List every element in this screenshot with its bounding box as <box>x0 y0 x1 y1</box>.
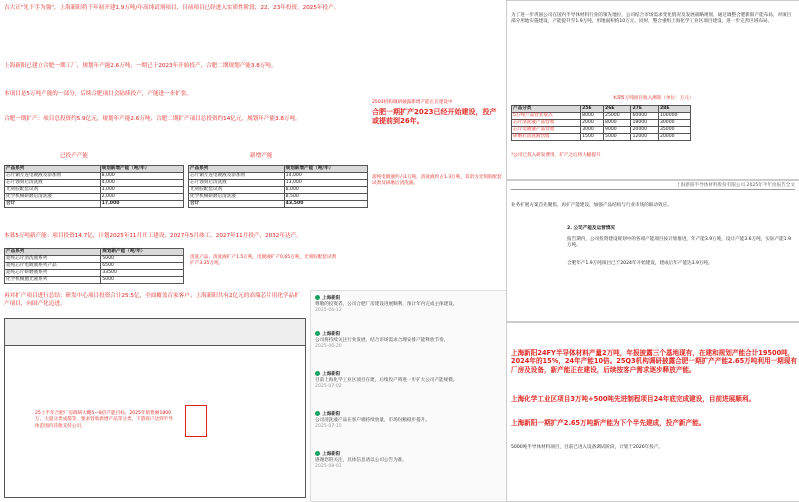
section1-title: 合肥一期扩产：项目总投资约5.9亿元，规划年产能2.6万吨；合肥二期扩产项目总投资约14亿元，规划年产能3.8万吨。 <box>4 116 301 122</box>
report-paragraph-1: 报告期内，公司投资建设规划中的各项产能项目按计划推进，年产能3.9万吨，设计产能3.6万吨，实际产能1.9万吨。 <box>567 237 792 249</box>
table-row: 超纯芯片电镀液系列产品 6500 <box>5 263 184 270</box>
avatar-icon <box>315 371 320 376</box>
table-row: 化学机械研磨后清洗液 8,500 <box>189 194 368 201</box>
red-note-hefei: 合肥一期扩产2023已经开始建设，投产或提前到26年。 <box>372 108 497 125</box>
qa-panel <box>310 290 512 502</box>
right-bottom-page <box>506 322 799 502</box>
highlight-box <box>185 405 207 437</box>
right-top-paragraph: 为了进一步巩固公司在国内半导体材料行业的领先地位，公司结合市场需求变化情况及发展战略规划，通过调整合肥新阳产能布局，对项目部分用地实施建设，产能提升至1.9万吨，用地面积约10万元，同时，整合重组上海化学工业区项目建设，进一步完善区域布局。 <box>511 13 792 25</box>
table-header-row: 产品系列 规划新产能（吨/年） <box>5 249 184 256</box>
revenue-footnote: *公司已投入研发费用，扩产之后将大幅提升 <box>511 153 601 158</box>
red-note-survey: 2503机构调研披露新增产能正在建设中 <box>372 100 453 105</box>
section1-right-caption: 新增产能 <box>250 153 273 159</box>
planned-capacity-table <box>4 248 184 284</box>
revenue-table <box>511 105 691 141</box>
avatar-icon <box>315 411 320 416</box>
table-row: 化学机械研磨后清洗液 2,000 <box>5 194 184 201</box>
red-summary-2: 上海化学工业区项目3万吨+500吨先进制程项目24年底完成建设，目前进展顺利。 <box>511 395 756 403</box>
qa-item: 上海新阳 尊敬的投资者，公司合肥厂房建设进展顺利，预计年内完成主体建设。 2025-06-12 <box>315 296 458 314</box>
table-row: 芯片铜互连电镀液及添加剂 8,000 <box>5 173 184 180</box>
report-subtitle: 2. 公司产能及运营情况 <box>567 226 615 231</box>
table-row: 芯片铜互连电镀液及添加剂 14,000 <box>189 173 368 180</box>
table-total-row: 合计 43,500 <box>189 201 368 208</box>
right-mid-page <box>506 180 799 322</box>
new-capacity-table <box>188 165 368 208</box>
table-row: 芯片电镀液产品营收 3000 9000 20000 35000 <box>512 127 691 134</box>
right-bottom-paragraph: 5000吨半导体材料项目，目前已进入设备调试阶段，计划于2026年投产。 <box>511 445 664 450</box>
summary-table-header <box>5 319 305 346</box>
table-row: 5万吨产品营业收入 8000 25000 60000 100000 <box>512 113 691 120</box>
table-row: 光刻胶配套试剂 3,000 <box>5 187 184 194</box>
qa-item: 上海新阳 公司清洗液产品在客户端持续放量，市场份额稳步提升。 2025-07-15 <box>315 412 430 430</box>
table-header-row: 产品系列 规划新增产能（吨/年） <box>5 166 184 173</box>
right-top-page <box>506 0 799 180</box>
intro-paragraph-2: 上海新阳已建立合肥一期工厂，规划年产能2.6万吨，一期已于2023年开始投产，合肥二期规划产能3.8万吨。 <box>4 63 277 69</box>
table-row: 芯片清洗液产品营收 2000 8000 18000 30000 <box>512 120 691 127</box>
report-paragraph-2: 合肥年产1.9万吨项目已于2024年开始建设，建成后年产能达3.9万吨。 <box>567 261 713 266</box>
table-row: 芯片蚀刻后清洗液 4,000 <box>5 180 184 187</box>
avatar-icon <box>315 295 320 300</box>
report-header: 上海新阳半导体材料股份有限公司 2025年半年度报告全文 <box>511 183 795 190</box>
section1-left-caption: 已投产产能 <box>60 153 88 159</box>
report-lead: 业务扩展方案首先聚焦，再扩产能建设，加强产品结构与行业市场的联动效应。 <box>511 203 672 208</box>
summary-table <box>4 318 306 498</box>
avatar-icon <box>315 331 320 336</box>
section2-title: 本募5万吨新产能：项目投资14.7亿，计划2025年11月开工建设，2027年5月竣工，2027年11月投产，2032年达产。 <box>4 233 302 239</box>
table-header-row: 产品分类 25E 26E 27E 28E <box>512 106 691 113</box>
qa-item: 上海新阳 感谢您的关注，具体信息请以公司公告为准。 2025-08-01 <box>315 452 407 470</box>
table-row: 光刻胶配套试剂 8,000 <box>189 187 368 194</box>
red-note-planned: 清洗产品、清洗液扩产1.5万吨，电镀液扩产0.65万吨，光刻胶配套试剂扩产3.35万吨。 <box>190 255 337 267</box>
red-summary-1: 上海新阳24FY半导体材料产量2万吨，年报披露三个基地现有，在建和规划产能合计19500吨，2024年的15%，24年产能10倍。25Q3机构调研披露合肥一期扩产产能2.65万吨利用一期现有厂房及设备，新产能正在建设，后续按客户需求逐步释放产能。 <box>511 349 797 374</box>
table-row: 研磨后清洗液营收 1500 5000 12000 20000 <box>512 134 691 141</box>
summary-table-caption: 25上半年合肥厂房调研大概5—8倍产能目标，2025年销售额1800万，大量分类成都等，要求营收新增产品等分类，下游客户达到半导体范围内其他支持公司。 <box>35 411 173 429</box>
table-total-row: 合计 17,000 <box>5 201 184 208</box>
table-row: 超纯芯片清洗液系列 5000 <box>5 256 184 263</box>
qa-item: 上海新阳 目前上海化学工业区项目在建，后续投产将进一步扩大公司产能规模。 2025-07-02 <box>315 372 458 390</box>
table-header-row: 产品系列 规划新增产能（吨/年） <box>189 166 368 173</box>
section3-title: 再对扩产项目进行总结：研发中心项目投资合计25.5亿，全面覆盖百家客户；上海新阳共有2亿元的高端芯片用化学品扩产项目，向国产化迈进。 <box>4 293 300 307</box>
revenue-table-title: 本期5万吨项目收入测算（单位：万元） <box>612 96 694 101</box>
red-summary-3: 上海新阳一期扩产2.65万吨新产能为下个半先建成，投产新产能。 <box>511 419 706 427</box>
red-note-breakdown: 超纯电镀液约占1万吨，清洗液约占1.3万吨，其余为光刻胶配套试剂及研磨后清洗液。 <box>372 175 502 187</box>
table-row: 芯片蚀刻后清洗液 13,000 <box>189 180 368 187</box>
table-row: 化学机械抛光液系列 5000 <box>5 277 184 284</box>
table-row: 超纯芯片研磨液系列 33500 <box>5 270 184 277</box>
qa-item: 上海新阳 公司将持续关注行业发展，结合市场需求合理安排产能释放节奏。 2025-06-20 <box>315 332 449 350</box>
capacity-line: 本项目是5万吨产能的一部分，后续合肥项目会陆续投产，产能进一步扩张。 <box>4 91 193 97</box>
avatar-icon <box>315 451 320 456</box>
intro-paragraph: 吉大正"先下手为强"，上海新阳将于年初开建1.9万吨/年高纯试剂项目，目前项目已经进入实质性阶段，22、23年投资，2025年投产。 <box>4 5 340 11</box>
existing-capacity-table <box>4 165 184 208</box>
